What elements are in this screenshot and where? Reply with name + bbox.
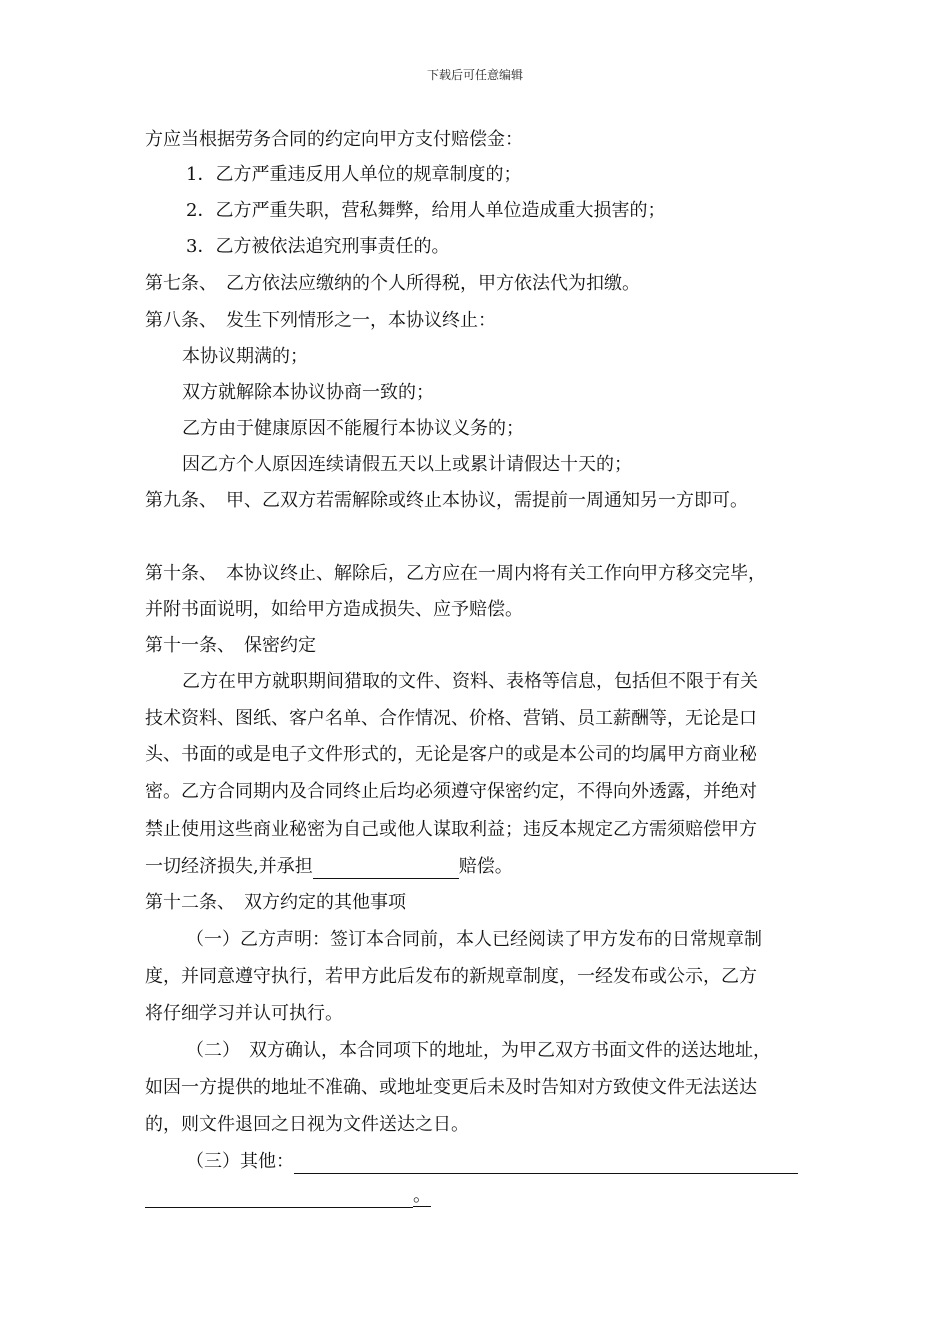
text-line: 将仔细学习并认可执行。	[145, 1003, 343, 1024]
list-item: 双方就解除本协议协商一致的；	[182, 382, 434, 403]
article-9: 第九条、 甲、乙双方若需解除或终止本协议，需提前一周通知另一方即可。	[145, 490, 748, 511]
blank-field[interactable]	[145, 1187, 413, 1208]
text-segment: 一切经济损失,并承担	[145, 856, 313, 877]
article-11: 第十一条、 保密约定	[145, 635, 316, 656]
text-line: 技术资料、图纸、客户名单、合作情况、价格、营销、员工薪酬等，无论是口	[145, 708, 757, 729]
text-line: 如因一方提供的地址不准确、或地址变更后未及时告知对方致使文件无法送达	[145, 1077, 757, 1098]
text-segment: 赔偿。	[458, 856, 513, 877]
list-item: 乙方由于健康原因不能履行本协议义务的；	[182, 418, 524, 439]
blank-field[interactable]	[313, 858, 459, 879]
text-line: 并附书面说明，如给甲方造成损失、应予赔偿。	[145, 599, 523, 620]
blank-field[interactable]	[294, 1153, 798, 1174]
article-8: 第八条、 发生下列情形之一，本协议终止：	[145, 310, 496, 331]
text-segment: 。	[413, 1185, 431, 1206]
list-item: 2．乙方严重失职，营私舞弊，给用人单位造成重大损害的；	[186, 200, 666, 221]
article-7: 第七条、 乙方依法应缴纳的个人所得税，甲方依法代为扣缴。	[145, 273, 640, 294]
text-line: 禁止使用这些商业秘密为自己或他人谋取利益；违反本规定乙方需须赔偿甲方	[145, 819, 757, 840]
text-line: 头、书面的或是电子文件形式的，无论是客户的或是本公司的均属甲方商业秘	[145, 744, 757, 765]
text-segment: （三）其他：	[186, 1151, 294, 1172]
list-item: 因乙方个人原因连续请假五天以上或累计请假达十天的；	[182, 454, 632, 475]
text-line: （二） 双方确认，本合同项下的地址，为甲乙双方书面文件的送达地址，	[186, 1040, 771, 1061]
article-12: 第十二条、 双方约定的其他事项	[145, 892, 406, 913]
compensation-line	[145, 855, 513, 879]
text-line: 密。乙方合同期内及合同终止后均必须遵守保密约定，不得向外透露，并绝对	[145, 781, 757, 802]
other-line-continued	[145, 1184, 431, 1208]
text-line: （一）乙方声明：签订本合同前，本人已经阅读了甲方发布的日常规章制	[186, 929, 762, 950]
list-item: 1．乙方严重违反用人单位的规章制度的；	[186, 164, 522, 185]
text-line: 方应当根据劳务合同的约定向甲方支付赔偿金：	[145, 129, 523, 150]
text-line: 乙方在甲方就职期间猎取的文件、资料、表格等信息，包括但不限于有关	[182, 671, 758, 692]
other-line	[186, 1150, 798, 1174]
list-item: 3．乙方被依法追究刑事责任的。	[186, 236, 450, 257]
text-line: 的，则文件退回之日视为文件送达之日。	[145, 1114, 469, 1135]
text-line: 度，并同意遵守执行，若甲方此后发布的新规章制度，一经发布或公示，乙方	[145, 966, 757, 987]
list-item: 本协议期满的；	[182, 346, 308, 367]
page-header: 下载后可任意编辑	[426, 68, 523, 82]
article-10: 第十条、 本协议终止、解除后，乙方应在一周内将有关工作向甲方移交完毕，	[145, 563, 766, 584]
